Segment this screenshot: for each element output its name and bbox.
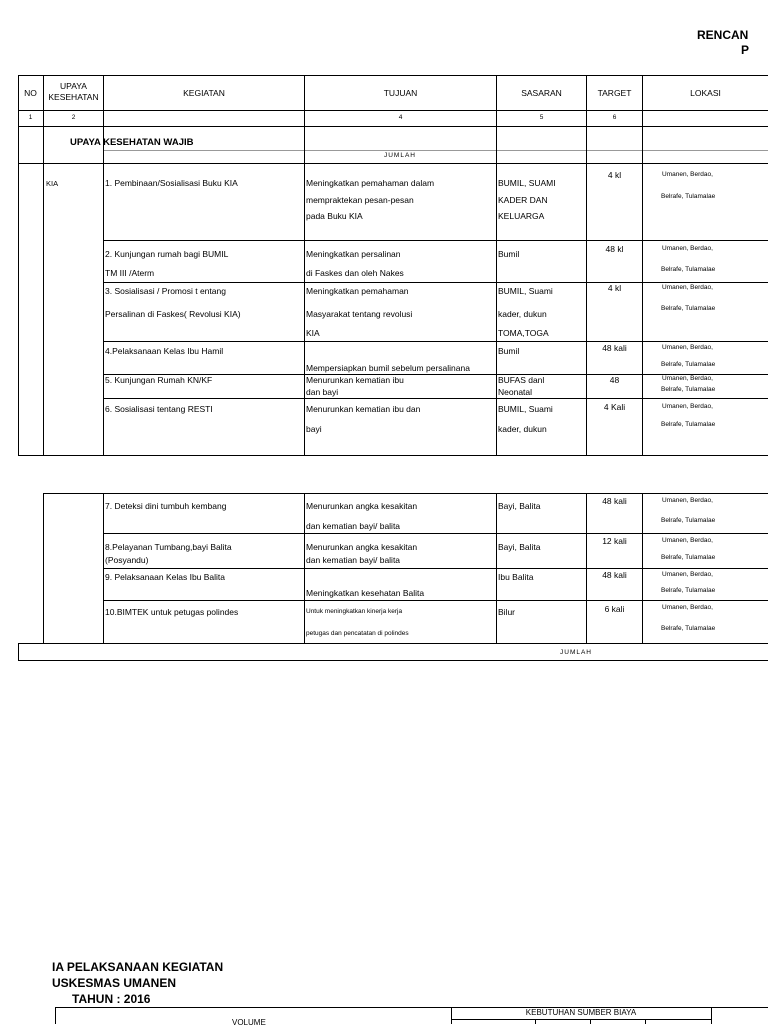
kegiatan-cell: 9. Pelaksanaan Kelas Ibu Balita [105, 572, 226, 582]
col-number: 2 [71, 114, 76, 121]
kia-label: KIA [46, 179, 59, 188]
tujuan-cell: Meningkatkan persalinan [306, 249, 401, 259]
tujuan-cell: dan kematian bayi/ balita [306, 555, 401, 565]
col-number: 5 [539, 114, 544, 121]
target-cell: 4 kl [607, 170, 622, 180]
sasaran-cell: kader, dukun [498, 424, 547, 434]
tujuan-cell: pada Buku KIA [306, 211, 363, 221]
tujuan-cell: Menurunkan kematian ibu dan [306, 404, 421, 414]
lokasi-cell: Umanen, Berdao, [662, 245, 713, 252]
kegiatan-cell: 5. Kunjungan Rumah KN/KF [105, 375, 213, 385]
target-cell: 12 kali [602, 536, 627, 546]
target-cell: 48 kali [602, 570, 627, 580]
header-upaya-kesehatan: UPAYA KESEHATAN [48, 81, 99, 102]
lokasi-cell: Belrafe, Tulamalae [661, 517, 716, 524]
target-cell: 4 Kali [603, 402, 626, 412]
lokasi-cell: Umanen, Berdao, [662, 171, 713, 178]
tujuan-cell: petugas dan pencatatan di polindes [306, 630, 409, 637]
sasaran-cell: Bayi, Balita [498, 542, 541, 552]
lokasi-cell: Belrafe, Tulamalae [661, 386, 716, 393]
sasaran-cell: Bumil [498, 249, 520, 259]
volume-header: VOLUME [232, 1018, 266, 1027]
kegiatan-cell: 1. Pembinaan/Sosialisasi Buku KIA [105, 178, 238, 188]
sasaran-cell: TOMA,TOGA [498, 328, 549, 338]
lokasi-cell: Umanen, Berdao, [662, 537, 713, 544]
jumlah-label-top: JUMLAH [383, 152, 416, 159]
kegiatan-cell: 6. Sosialisasi tentang RESTI [105, 404, 213, 414]
page2-title-line1: IA PELAKSANAAN KEGIATAN [52, 960, 224, 974]
sasaran-cell: Bilur [498, 607, 516, 617]
kegiatan-cell: TM III /Aterm [105, 268, 155, 278]
target-cell: 4 kl [607, 283, 622, 293]
tujuan-cell: bayi [306, 424, 322, 434]
tujuan-cell: dan kematian bayi/ balita [306, 521, 401, 531]
tujuan-cell: Menurunkan angka kesakitan [306, 501, 418, 511]
lokasi-cell: Belrafe, Tulamalae [661, 554, 716, 561]
tujuan-cell: Meningkatkan pemahaman dalam [306, 178, 435, 188]
lokasi-cell: Umanen, Berdao, [662, 497, 713, 504]
lokasi-cell: Umanen, Berdao, [662, 403, 713, 410]
tujuan-cell: dan bayi [306, 387, 339, 397]
target-cell: 6 kali [604, 604, 625, 614]
tujuan-cell: KIA [306, 328, 320, 338]
col-number: 1 [28, 114, 33, 121]
kegiatan-cell: Persalinan di Faskes( Revolusi KIA) [105, 309, 241, 319]
lokasi-cell: Umanen, Berdao, [662, 284, 713, 291]
target-cell: 48 kl [605, 244, 624, 254]
sasaran-cell: BUFAS danl [498, 375, 545, 385]
tujuan-cell: di Faskes dan oleh Nakes [306, 268, 404, 278]
kebutuhan-header: KEBUTUHAN SUMBER BIAYA [525, 1008, 637, 1017]
sasaran-cell: KADER DAN [498, 195, 548, 205]
sasaran-cell: Ibu Balita [498, 572, 534, 582]
doc-title-line1: RENCAN [697, 28, 749, 42]
lokasi-cell: Belrafe, Tulamalae [661, 625, 716, 632]
lokasi-cell: Belrafe, Tulamalae [661, 587, 716, 594]
section-title: UPAYA KESEHATAN WAJIB [70, 137, 194, 148]
sasaran-cell: BUMIL, SUAMI [498, 178, 556, 188]
kegiatan-cell: 4.Pelaksanaan Kelas Ibu Hamil [105, 346, 224, 356]
lokasi-cell: Belrafe, Tulamalae [661, 305, 716, 312]
tujuan-cell: Untuk meningkatkan kinerja kerja [306, 608, 403, 615]
kegiatan-cell: (Posyandu) [105, 555, 149, 565]
sasaran-cell: Bumil [498, 346, 520, 356]
kegiatan-cell: 8.Pelayanan Tumbang,bayi Balita [105, 542, 232, 552]
lokasi-cell: Umanen, Berdao, [662, 375, 713, 382]
lokasi-cell: Umanen, Berdao, [662, 571, 713, 578]
header-no: NO [24, 88, 37, 98]
sasaran-cell: Neonatal [498, 387, 533, 397]
header-kegiatan: KEGIATAN [183, 88, 225, 98]
jumlah-label-bottom: JUMLAH [560, 649, 593, 656]
col-number: 4 [398, 114, 403, 121]
lokasi-cell: Belrafe, Tulamalae [661, 193, 716, 200]
tujuan-cell: Menurunkan angka kesakitan [306, 542, 418, 552]
header-tujuan: TUJUAN [383, 88, 418, 98]
kegiatan-cell: 2. Kunjungan rumah bagi BUMIL [105, 249, 229, 259]
target-cell: 48 [609, 375, 620, 385]
header-lokasi: LOKASI [690, 88, 721, 98]
page2-title-line3: TAHUN : 2016 [72, 992, 151, 1006]
header-sasaran: SASARAN [521, 88, 562, 98]
tujuan-cell: Mempersiapkan bumil sebelum persalinana [306, 363, 470, 373]
page2-title-line2: USKESMAS UMANEN [52, 976, 177, 990]
sasaran-cell: KELUARGA [498, 211, 545, 221]
header-target: TARGET [597, 88, 632, 98]
tujuan-cell: Menurunkan kematian ibu [306, 375, 404, 385]
doc-title-line2: P [741, 43, 750, 57]
lokasi-cell: Umanen, Berdao, [662, 604, 713, 611]
kegiatan-cell: 7. Deteksi dini tumbuh kembang [105, 501, 227, 511]
tujuan-cell: Meningkatkan kesehatan Balita [306, 588, 425, 598]
lokasi-cell: Belrafe, Tulamalae [661, 421, 716, 428]
sasaran-cell: kader, dukun [498, 309, 547, 319]
kegiatan-cell: 3. Sosialisasi / Promosi t entang [105, 286, 226, 296]
col-number: 6 [612, 114, 617, 121]
tujuan-cell: mempraktekan pesan-pesan [306, 195, 414, 205]
sasaran-cell: BUMIL, Suami [498, 286, 553, 296]
sasaran-cell: Bayi, Balita [498, 501, 541, 511]
kegiatan-cell: 10.BIMTEK untuk petugas polindes [105, 607, 239, 617]
sasaran-cell: BUMIL, Suami [498, 404, 553, 414]
lokasi-cell: Umanen, Berdao, [662, 344, 713, 351]
tujuan-cell: Masyarakat tentang revolusi [306, 309, 413, 319]
lokasi-cell: Belrafe, Tulamalae [661, 266, 716, 273]
tujuan-cell: Meningkatkan pemahaman [306, 286, 409, 296]
target-cell: 48 kali [602, 496, 627, 506]
lokasi-cell: Belrafe, Tulamalae [661, 361, 716, 368]
target-cell: 48 kali [602, 343, 627, 353]
